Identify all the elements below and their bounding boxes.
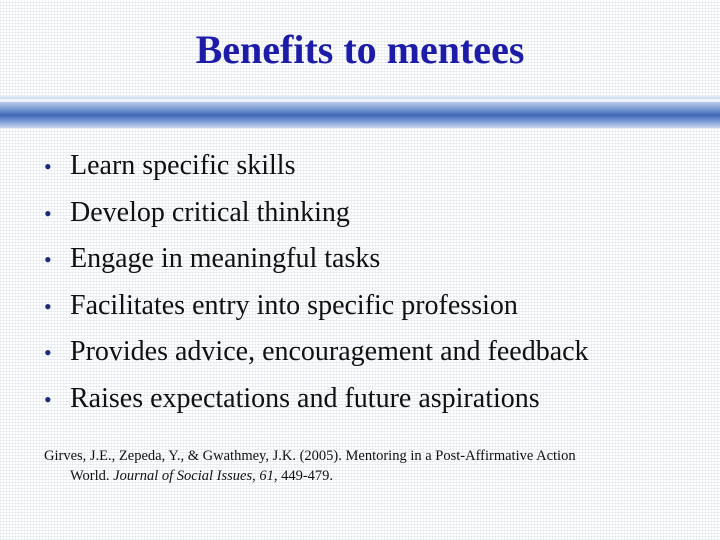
bullet-text: Raises expectations and future aspirations <box>70 382 540 414</box>
citation-pages: , 449-479. <box>273 468 334 484</box>
title-bar-highlight <box>0 99 720 102</box>
citation-line-1: Girves, J.E., Zepeda, Y., & Gwathmey, J.K. (2005). Mentoring in a Post-Affirmative Action <box>44 448 576 464</box>
bullet-dot-icon: • <box>44 293 52 319</box>
bullet-text: Develop critical thinking <box>70 196 350 228</box>
bullet-dot-icon: • <box>44 247 52 273</box>
citation <box>44 446 684 486</box>
bullet-text: Engage in meaningful tasks <box>70 243 381 275</box>
bullet-item <box>44 150 704 197</box>
citation-separator: , <box>252 468 260 484</box>
bullet-item <box>44 290 704 337</box>
bullet-item <box>44 383 704 430</box>
bullet-text: Provides advice, encouragement and feedback <box>70 336 589 368</box>
bullet-item <box>44 243 704 290</box>
bullet-dot-icon: • <box>44 154 52 179</box>
bullet-dot-icon: • <box>44 340 52 366</box>
citation-world: World. <box>70 468 114 484</box>
citation-line-2 <box>44 466 684 486</box>
citation-journal: Journal of Social Issues <box>113 468 253 484</box>
bullet-dot-icon: • <box>44 200 52 226</box>
bullet-text: Learn specific skills <box>70 150 296 181</box>
bullet-item <box>44 336 704 383</box>
bullet-list <box>44 150 704 430</box>
citation-volume: 61 <box>259 468 274 484</box>
slide-title: Benefits to mentees <box>195 27 525 72</box>
bullet-dot-icon: • <box>44 386 52 412</box>
bullet-item <box>44 197 704 244</box>
bullet-text: Facilitates entry into specific profession <box>70 289 518 321</box>
